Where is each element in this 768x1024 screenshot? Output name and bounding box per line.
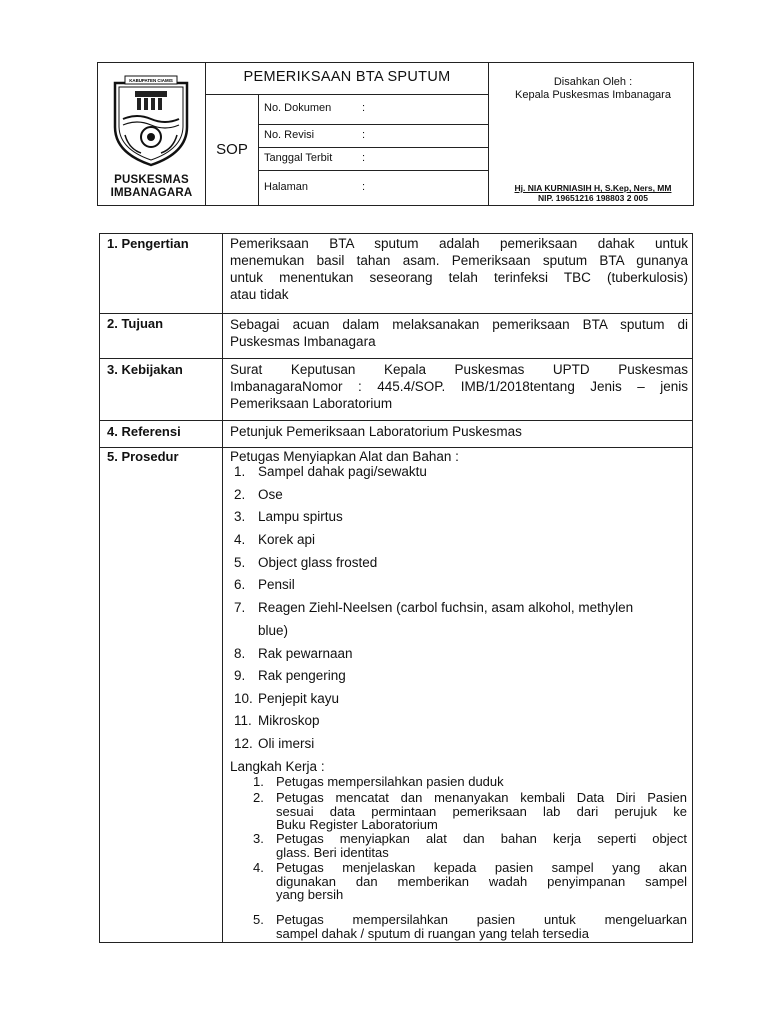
material-text: Ose	[258, 487, 283, 502]
meta-no-revisi-label: No. Revisi	[264, 129, 315, 141]
material-item	[234, 464, 427, 479]
material-number: 2.	[234, 487, 246, 502]
logo-cell	[98, 63, 205, 205]
meta-halaman-label: Halaman	[264, 181, 309, 193]
material-item	[234, 487, 283, 502]
material-text: Lampu spirtus	[258, 509, 343, 524]
material-number: 9.	[234, 668, 246, 683]
material-item	[234, 668, 346, 683]
material-number: 5.	[234, 555, 246, 570]
meta-no-dokumen-label: No. Dokumen	[264, 102, 332, 114]
material-number: 7.	[234, 600, 246, 615]
material-text: Pensil	[258, 577, 295, 592]
puskesmas-logo-icon	[107, 69, 195, 169]
prosedur-heading: 5. Prosedur	[107, 449, 179, 464]
material-text: Reagen Ziehl-Neelsen (carbol fuchsin, asam alkohol, methylen	[258, 600, 634, 615]
materials-title: Petugas Menyiapkan Alat dan Bahan :	[230, 449, 459, 464]
material-item	[234, 600, 634, 615]
step-number: 4.	[253, 860, 264, 875]
sop-label: SOP	[216, 141, 248, 158]
step-number: 1.	[253, 774, 264, 789]
material-number: 3.	[234, 509, 246, 524]
material-item	[234, 509, 343, 524]
material-number: 8.	[234, 646, 246, 661]
approval-title: Disahkan Oleh :	[553, 76, 633, 88]
material-item	[234, 623, 289, 638]
tujuan-heading: 2. Tujuan	[107, 316, 164, 331]
material-item	[234, 532, 316, 547]
signer-nip: NIP. 19651216 198803 2 005	[538, 193, 648, 203]
material-text: Oli imersi	[258, 736, 315, 751]
material-text: Penjepit kayu	[258, 691, 340, 706]
step-text: Petugas menyiapkan alat dan bahan kerja seperti object glass. Beri identitas	[276, 831, 687, 860]
step-number: 2.	[253, 790, 264, 805]
document-title: PEMERIKSAAN BTA SPUTUM	[243, 69, 451, 85]
material-item	[234, 555, 378, 570]
material-text: Object glass frosted	[258, 555, 378, 570]
step-text: Petugas menjelaskan kepada pasien sampel yang akan digunakan dan memberikan wadah penyimpanan sampel yang bersih	[276, 860, 687, 902]
material-text: Mikroskop	[258, 713, 320, 728]
material-number: 4.	[234, 532, 246, 547]
material-number: 6.	[234, 577, 246, 592]
step-number: 5.	[253, 912, 264, 927]
referensi-text: Petunjuk Pemeriksaan Laboratorium Puskesmas	[230, 424, 522, 439]
meta-tanggal-terbit-label: Tanggal Terbit	[264, 152, 333, 164]
signer-name: Hj. NIA KURNIASIH H, S.Kep, Ners, MM	[514, 183, 672, 193]
material-number: 10.	[234, 691, 253, 706]
kebijakan-text: Surat Keputusan Kepala Puskesmas UPTD Puskesmas ImbanagaraNomor : 445.4/SOP. IMB/1/2018tentang Jenis – jenis Pemeriksaan Laboratorium	[230, 362, 688, 411]
sop-header: KABUPATEN CIAMIS PUSKESMAS IMBANAGARA PEMERIKSAAN BTA SPUTUM SOP No. Dokumen : No. Revisi : Tanggal Terbit : Halaman : Disahkan Oleh : Kepala Puskesmas Imbanagara Hj. NIA KURNIASIH H, S.Kep, Ners, MM NIP. 19651216 198803 2 005	[97, 62, 694, 206]
material-item	[234, 713, 320, 728]
material-text: blue)	[258, 623, 289, 638]
logo-caption: KABUPATEN CIAMIS	[129, 78, 173, 83]
material-text: Rak pewarnaan	[258, 646, 353, 661]
approval-position: Kepala Puskesmas Imbanagara	[515, 89, 671, 101]
material-item	[234, 577, 295, 592]
referensi-heading: 4. Referensi	[107, 424, 181, 439]
sop-content-table	[99, 233, 693, 943]
step-number: 3.	[253, 831, 264, 846]
material-item	[234, 691, 340, 706]
pengertian-text: Pemeriksaan BTA sputum adalah pemeriksaan dahak untuk menemukan basil tahan asam. Pemeriksaan sputum BTA gunanya untuk menentukan seseorang telah terinfeksi TBC (tuberkulosis) atau tidak	[230, 236, 688, 302]
material-text: Sampel dahak pagi/sewaktu	[258, 464, 427, 479]
material-number: 11.	[234, 713, 252, 728]
material-item	[234, 646, 353, 661]
step-text: Petugas mempersilahkan pasien duduk	[276, 774, 504, 789]
step-text: Petugas mencatat dan menanyakan kembali Data Diri Pasien sesuai data permintaan pemeriksaan lab dari perujuk ke Buku Register Laboratorium	[276, 790, 687, 832]
material-text: Rak pengering	[258, 668, 346, 683]
signer-block	[493, 183, 693, 203]
material-item	[234, 736, 315, 751]
material-number: 1.	[234, 464, 246, 479]
pengertian-heading: 1. Pengertian	[107, 236, 189, 251]
material-text: Korek api	[258, 532, 316, 547]
approval-block	[493, 76, 693, 102]
material-number: 12.	[234, 736, 253, 751]
tujuan-text: Sebagai acuan dalam melaksanakan pemeriksaan BTA sputum di Puskesmas Imbanagara	[230, 317, 688, 349]
kebijakan-heading: 3. Kebijakan	[107, 362, 183, 377]
organization-name: PUSKESMAS IMBANAGARA	[110, 174, 193, 199]
step-text: Petugas mempersilahkan pasien untuk mengeluarkan sampel dahak / sputum di ruangan yang telah tersedia	[276, 912, 687, 941]
steps-title: Langkah Kerja :	[230, 759, 325, 774]
